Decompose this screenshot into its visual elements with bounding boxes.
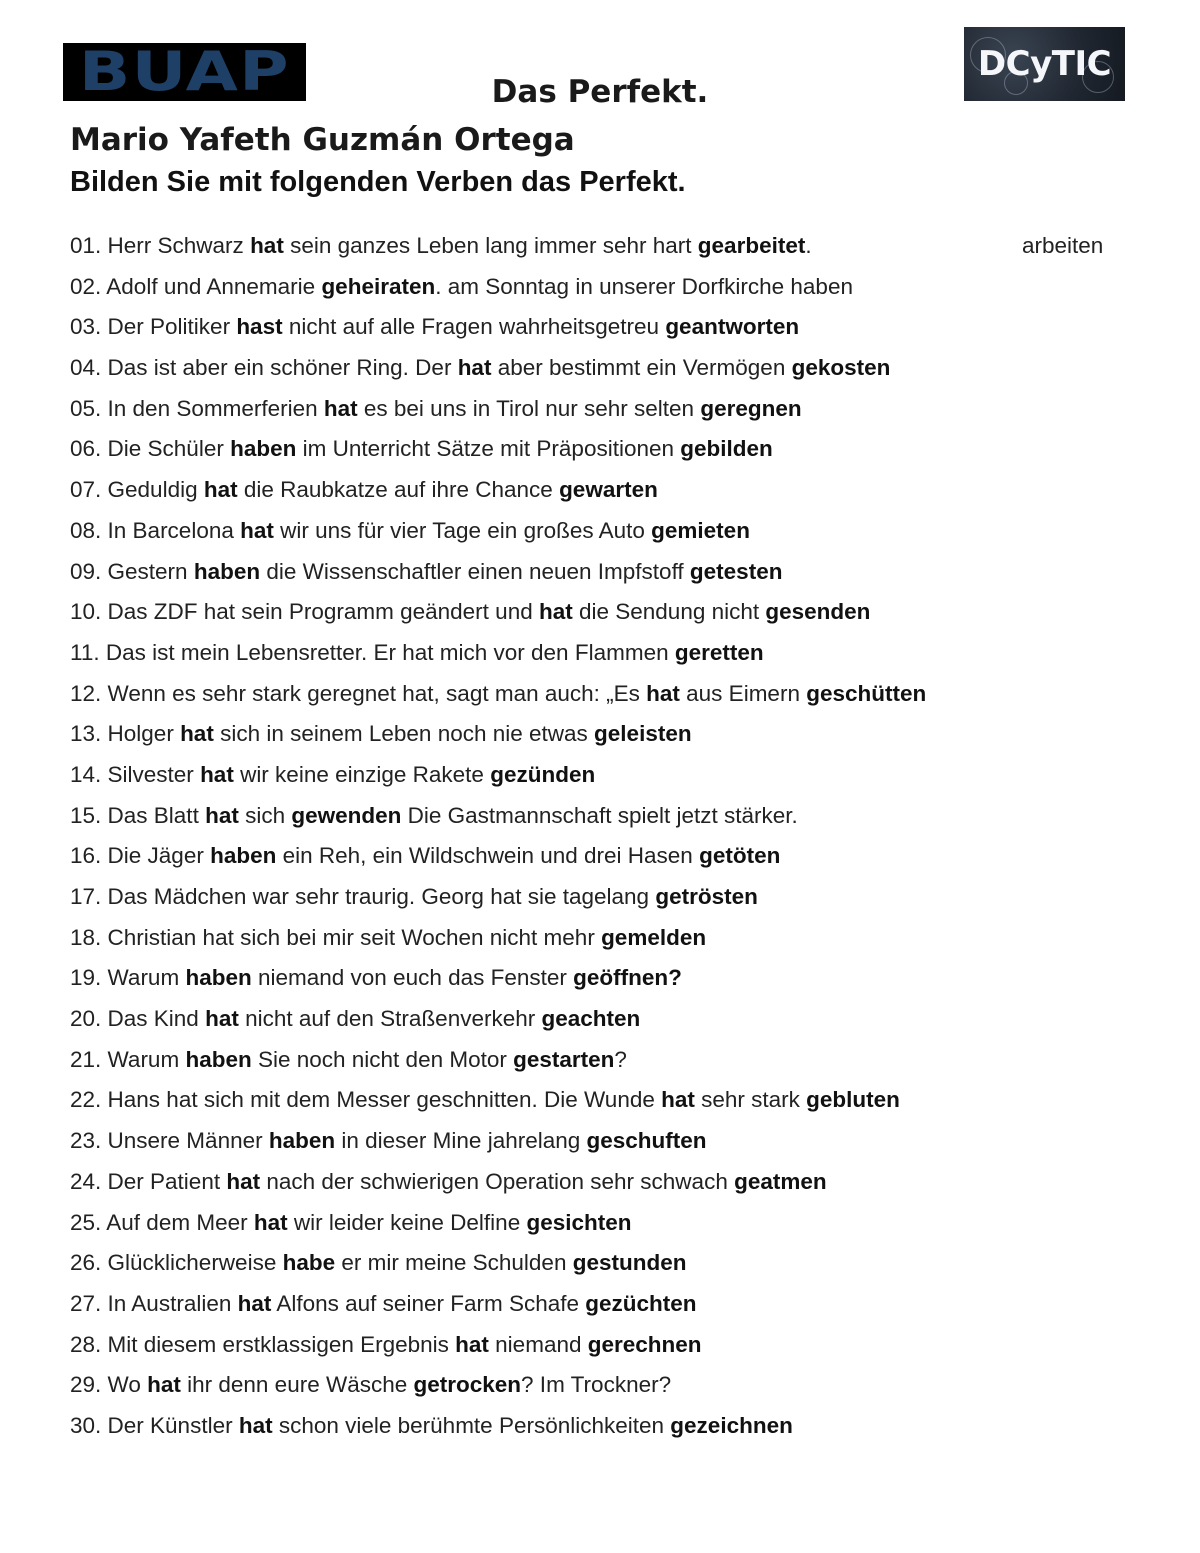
verb-form: gezünden: [490, 761, 596, 787]
sentence-text: die Raubkatze auf ihre Chance: [237, 477, 560, 503]
sentence-text: niemand von euch das Fenster: [251, 965, 574, 991]
verb-form: hat: [457, 355, 492, 381]
verb-form: hast: [236, 314, 283, 340]
sentence-text: im Unterricht Sätze mit Präpositionen: [296, 436, 681, 462]
verb-form: hat: [253, 1209, 288, 1235]
sentence-text: nach der schwierigen Operation sehr schwach: [260, 1168, 735, 1194]
verb-form: gestunden: [572, 1250, 687, 1276]
verb-form: gebilden: [680, 436, 773, 462]
exercise-item: [70, 961, 1130, 1002]
verb-form: hat: [661, 1087, 695, 1113]
verb-form: geheiraten: [321, 273, 436, 299]
sentence-text: Die Gastmannschaft spielt jetzt stärker.: [401, 802, 798, 828]
verb-form: gewarten: [559, 477, 658, 503]
sentence-text: 01. Herr Schwarz: [70, 233, 251, 258]
sentence-text: 08. In Barcelona: [70, 517, 241, 543]
exercise-item: [70, 473, 1130, 514]
exercise-item: [70, 1287, 1130, 1328]
sentence-text: 25. Auf dem Meer: [70, 1209, 254, 1235]
verb-form: habe: [282, 1250, 336, 1276]
dcytic-logo-text: DCyTIC: [977, 44, 1112, 84]
verb-form: haben: [268, 1128, 336, 1154]
verb-form: gerechnen: [587, 1331, 702, 1357]
verb-form: geöffnen?: [573, 965, 682, 991]
sentence-text: 04. Das ist aber ein schöner Ring. Der: [70, 355, 458, 381]
exercise-item: [70, 595, 1130, 636]
verb-form: haben: [210, 843, 277, 869]
sentence-text: .: [805, 233, 812, 258]
sentence-text: 03. Der Politiker: [70, 314, 237, 340]
sentence-text: 23. Unsere Männer: [70, 1128, 269, 1154]
sentence-text: Alfons auf seiner Farm Schafe: [271, 1290, 586, 1316]
sentence-text: 28. Mit diesem erstklassigen Ergebnis: [70, 1331, 456, 1357]
verb-form: hat: [238, 1412, 273, 1438]
sentence-text: 21. Warum: [70, 1046, 186, 1072]
verb-form: hat: [646, 680, 680, 706]
exercise-item: [70, 270, 1130, 311]
sentence-text: 06. Die Schüler: [70, 436, 231, 462]
document-title: Das Perfekt.: [491, 74, 709, 110]
exercise-item: [70, 717, 1130, 758]
sentence-text: 11. Das ist mein Lebensretter. Er hat mich vor den Flammen: [70, 639, 675, 665]
sentence-text: schon viele berühmte Persönlichkeiten: [272, 1412, 671, 1438]
sentence-text: sich in seinem Leben noch nie etwas: [213, 721, 595, 747]
verb-form: gesenden: [765, 599, 871, 625]
sentence-text: 19. Warum: [70, 965, 186, 991]
verb-form: hat: [240, 517, 274, 543]
verb-form: geantworten: [665, 314, 800, 340]
verb-form: gekosten: [791, 355, 891, 381]
exercise-item: [70, 880, 1130, 921]
sentence-text: 29. Wo: [70, 1372, 148, 1398]
sentence-text: wir uns für vier Tage ein großes Auto: [273, 517, 652, 543]
exercise-item: [70, 1409, 1130, 1450]
sentence-text: 30. Der Künstler: [70, 1412, 239, 1438]
sentence-text: 12. Wenn es sehr stark geregnet hat, sagt man auch: „Es: [70, 680, 647, 706]
verb-form: hat: [323, 395, 358, 421]
sentence-text: er mir meine Schulden: [335, 1250, 573, 1276]
verb-hint: arbeiten: [1022, 233, 1104, 258]
sentence-text: 16. Die Jäger: [70, 843, 211, 869]
sentence-text: 18. Christian hat sich bei mir seit Wochen nicht mehr: [70, 924, 602, 950]
exercise-item: [70, 514, 1130, 555]
sentence-text: 14. Silvester: [70, 761, 201, 787]
sentence-text: 09. Gestern: [70, 558, 194, 584]
sentence-text: in dieser Mine jahrelang: [335, 1128, 587, 1154]
verb-form: getrösten: [655, 884, 758, 909]
sentence-text: aus Eimern: [679, 680, 807, 706]
sentence-text: 26. Glücklicherweise: [70, 1250, 283, 1276]
exercise-item: [70, 921, 1130, 962]
verb-form: geschuften: [586, 1128, 707, 1154]
exercise-item: [70, 636, 1130, 677]
verb-form: gezüchten: [585, 1290, 697, 1316]
verb-form: hat: [237, 1290, 272, 1316]
sentence-text: aber bestimmt ein Vermögen: [491, 355, 792, 381]
sentence-text: ein Reh, ein Wildschwein und drei Hasen: [276, 843, 700, 869]
sentence-text: 20. Das Kind: [70, 1006, 206, 1032]
verb-form: geleisten: [594, 721, 692, 747]
verb-form: hat: [147, 1372, 181, 1398]
sentence-text: 13. Holger: [70, 721, 181, 747]
exercise-item: [70, 1043, 1130, 1084]
buap-logo-text: BUAP: [79, 40, 290, 103]
verb-form: getesten: [689, 558, 783, 584]
sentence-text: nicht auf alle Fragen wahrheitsgetreu: [282, 314, 666, 340]
sentence-text: die Sendung nicht: [572, 599, 766, 625]
verb-form: hat: [205, 1006, 239, 1032]
sentence-text: ?: [614, 1046, 627, 1072]
sentence-text: 05. In den Sommerferien: [70, 395, 324, 421]
sentence-text: es bei uns in Tirol nur sehr selten: [357, 395, 701, 421]
verb-form: hat: [455, 1331, 489, 1357]
exercise-item: [70, 1165, 1130, 1206]
verb-form: geretten: [674, 639, 764, 665]
sentence-text: 22. Hans hat sich mit dem Messer geschnitten. Die Wunde: [70, 1087, 662, 1113]
verb-form: gemelden: [601, 924, 707, 950]
exercise-item: [70, 1206, 1130, 1247]
sentence-text: niemand: [488, 1331, 588, 1357]
sentence-text: 17. Das Mädchen war sehr traurig. Georg hat sie tagelang: [70, 884, 656, 909]
verb-form: gesichten: [526, 1209, 632, 1235]
exercise-item: [70, 1246, 1130, 1287]
verb-form: haben: [193, 558, 261, 584]
exercise-instruction: Bilden Sie mit folgenden Verben das Perfekt.: [70, 166, 686, 198]
sentence-text: ihr denn eure Wäsche: [180, 1372, 414, 1398]
verb-form: haben: [185, 1046, 252, 1072]
verb-form: gemieten: [651, 517, 750, 543]
sentence-text: Sie noch nicht den Motor: [251, 1046, 514, 1072]
exercise-item: [70, 677, 1130, 718]
sentence-text: 24. Der Patient: [70, 1168, 227, 1194]
sentence-text: 15. Das Blatt: [70, 802, 206, 828]
sentence-text: 07. Geduldig: [70, 477, 204, 503]
sentence-text: wir leider keine Delfine: [287, 1209, 527, 1235]
sentence-text: die Wissenschaftler einen neuen Impfstoff: [260, 558, 690, 584]
sentence-text: ? Im Trockner?: [521, 1372, 672, 1398]
verb-form: gearbeitet: [697, 233, 806, 258]
sentence-text: sich: [238, 802, 292, 828]
exercise-item: [70, 229, 1130, 270]
verb-form: hat: [205, 802, 239, 828]
exercise-item: [70, 1328, 1130, 1369]
exercise-item: [70, 839, 1130, 880]
exercise-item: [70, 1083, 1130, 1124]
exercise-list: [70, 229, 1130, 1450]
exercise-item: [70, 432, 1130, 473]
sentence-text: 27. In Australien: [70, 1290, 238, 1316]
verb-form: gestarten: [513, 1046, 615, 1072]
verb-form: getrocken: [413, 1372, 522, 1398]
sentence-text: wir keine einzige Rakete: [233, 761, 491, 787]
verb-form: hat: [180, 721, 214, 747]
sentence-text: . am Sonntag in unserer Dorfkirche haben: [435, 273, 853, 299]
sentence-text: sein ganzes Leben lang immer sehr hart: [283, 233, 698, 258]
exercise-item: [70, 758, 1130, 799]
verb-form: hat: [226, 1168, 261, 1194]
exercise-item: [70, 310, 1130, 351]
exercise-item: [70, 351, 1130, 392]
verb-form: gezeichnen: [670, 1412, 793, 1438]
exercise-item: [70, 1124, 1130, 1165]
verb-form: getöten: [699, 843, 781, 869]
verb-form: geregnen: [700, 395, 802, 421]
verb-form: hat: [203, 477, 238, 503]
sentence-text: 02. Adolf und Annemarie: [70, 273, 322, 299]
verb-form: gebluten: [806, 1087, 900, 1113]
verb-form: haben: [185, 965, 252, 991]
exercise-item: [70, 392, 1130, 433]
exercise-item: [70, 1002, 1130, 1043]
verb-form: haben: [230, 436, 297, 462]
sentence-text: sehr stark: [694, 1087, 807, 1113]
author-name: Mario Yafeth Guzmán Ortega: [70, 122, 575, 158]
sentence-text: 10. Das ZDF hat sein Programm geändert und: [70, 599, 539, 625]
verb-form: hat: [200, 761, 234, 787]
exercise-item: [70, 799, 1130, 840]
exercise-item: [70, 555, 1130, 596]
verb-form: gewenden: [291, 802, 402, 828]
verb-form: hat: [250, 233, 284, 258]
verb-form: geatmen: [734, 1168, 827, 1194]
verb-form: hat: [538, 599, 573, 625]
sentence-text: nicht auf den Straßenverkehr: [238, 1006, 542, 1032]
verb-form: geachten: [541, 1006, 641, 1032]
verb-form: geschütten: [806, 680, 927, 706]
exercise-item: [70, 1368, 1130, 1409]
